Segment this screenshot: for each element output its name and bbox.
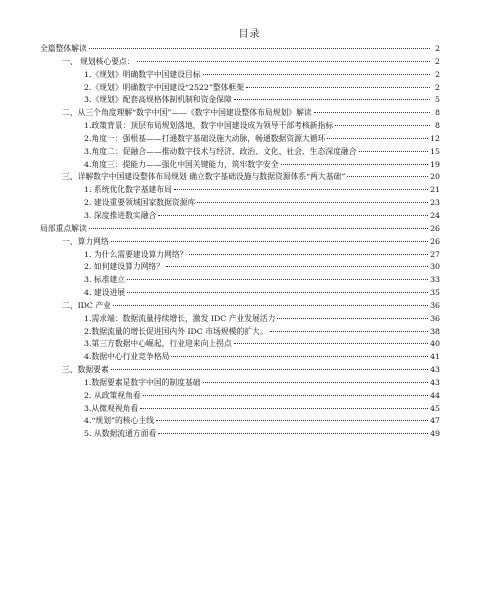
dot-leader	[111, 241, 428, 242]
toc-entry-page-number: 40	[430, 339, 440, 349]
toc-entry-title: 2.角度一：强根基——打通数字基础设施大动脉，畅通数据资源大循环	[84, 133, 326, 143]
toc-entry[interactable]	[40, 351, 440, 364]
toc-entry-page-number: 36	[430, 313, 440, 323]
toc-entry-title: 二、从三个角度理解“数字中国”——《数字中国建设整体布局规划》解读	[62, 108, 312, 118]
toc-entry-title: 2. 建设重要领域国家数据资源库	[84, 198, 196, 208]
toc-entry-title: 2. 从政策视角看	[84, 390, 141, 400]
toc-entry-title: 全篇整体解读	[40, 44, 87, 53]
toc-entry-page-number: 43	[430, 365, 440, 375]
toc-entry[interactable]	[40, 364, 440, 377]
toc-entry[interactable]	[40, 428, 440, 441]
toc-entry[interactable]	[40, 171, 440, 184]
dot-leader	[127, 279, 428, 280]
dot-leader	[327, 138, 428, 139]
toc-entry[interactable]	[40, 197, 440, 210]
dot-leader	[203, 74, 430, 75]
toc-entry-page-number: 23	[430, 198, 440, 208]
toc-entry-title: 3.从微观视角看	[84, 403, 139, 413]
toc-entry-title: 2.数据流量的增长促进国内外 IDC 市场规模的扩大。	[84, 326, 268, 336]
toc-entry-page-number: 44	[430, 390, 440, 400]
toc-entry-page-number: 19	[430, 159, 440, 169]
dot-leader	[137, 61, 430, 62]
toc-entry-page-number: 26	[430, 236, 440, 246]
dot-leader	[281, 164, 429, 165]
toc-entry-page-number: 47	[430, 416, 440, 426]
toc-entry[interactable]	[40, 274, 440, 287]
toc-entry[interactable]	[40, 159, 440, 172]
toc-entry-page-number: 8	[435, 121, 440, 131]
dot-leader	[314, 112, 430, 113]
toc-entry-page-number: 33	[430, 275, 440, 285]
dot-leader	[89, 228, 428, 229]
toc-entry-page-number: 41	[430, 352, 440, 362]
toc-entry[interactable]	[40, 390, 440, 403]
toc-entry[interactable]	[40, 107, 440, 120]
dot-leader	[234, 99, 430, 100]
toc-entry[interactable]	[40, 300, 440, 313]
toc-entry-page-number: 2	[435, 82, 440, 92]
toc-entry[interactable]	[40, 338, 440, 351]
toc-entry[interactable]	[40, 403, 440, 416]
toc-entry-title: 5. 从数据流通方面看	[84, 429, 157, 439]
toc-entry-title: 1.需求端：数据流量持续增长，激发 IDC 产业发展活力	[84, 313, 276, 323]
toc-entry-page-number: 5	[435, 95, 440, 105]
toc-entry-page-number: 15	[430, 146, 440, 156]
toc-entry-page-number: 21	[430, 185, 440, 195]
toc-entry[interactable]	[40, 94, 440, 107]
toc-entry[interactable]	[40, 377, 440, 390]
toc-entry-title: 1. 为什么需要建设算力网络？	[84, 249, 188, 259]
toc-entry-title: 4.数据中心行业竞争格局	[84, 352, 170, 362]
toc-entry-title: 4.“规划”的核心主线	[84, 416, 154, 426]
dot-leader	[158, 433, 428, 434]
dot-leader	[270, 331, 428, 332]
toc-entry-title: 三、数据要素	[62, 365, 109, 375]
toc-entry-page-number: 24	[430, 210, 440, 220]
toc-entry[interactable]	[40, 261, 440, 274]
toc-entry-title: 2.《规划》明确数字中国建设“2522”整体框架	[84, 82, 245, 92]
toc-entry-page-number: 8	[435, 108, 440, 118]
toc-entry[interactable]	[40, 133, 440, 146]
toc-entry[interactable]	[40, 236, 440, 249]
toc-entry-page-number: 27	[430, 249, 440, 259]
dot-leader	[246, 87, 430, 88]
toc-entry-title: 1.数据要素是数字中国的制度基础	[84, 377, 201, 387]
toc-entry-title: 1.《规划》明确数字中国建设目标	[84, 69, 201, 79]
toc-entry[interactable]	[40, 223, 440, 236]
toc-entry[interactable]	[40, 43, 440, 56]
toc-entry[interactable]	[40, 287, 440, 300]
toc-entry-title: 3. 标准建立	[84, 275, 126, 285]
toc-entry[interactable]	[40, 56, 440, 69]
dot-leader	[277, 318, 428, 319]
toc-entry[interactable]	[40, 210, 440, 223]
toc-entry[interactable]	[40, 120, 440, 133]
toc-entry-title: 一、 规划核心要点：	[62, 56, 135, 66]
dot-leader	[203, 382, 428, 383]
toc-entry-title: 3.第三方数据中心崛起，行业迎来向上拐点	[84, 339, 232, 349]
dot-leader	[335, 125, 430, 126]
page-title: 目录	[238, 29, 261, 40]
toc-entry-page-number: 49	[430, 429, 440, 439]
dot-leader	[234, 343, 428, 344]
toc-entry[interactable]	[40, 313, 440, 326]
dot-leader	[156, 420, 428, 421]
dot-leader	[89, 48, 430, 49]
toc-entry-page-number: 38	[430, 326, 440, 336]
toc-entry-title: 3.《规划》配套高规格体制机制和资金保障	[84, 95, 232, 105]
toc-entry[interactable]	[40, 249, 440, 262]
dot-leader	[158, 215, 428, 216]
toc-entry-page-number: 45	[430, 403, 440, 413]
toc-entry[interactable]	[40, 326, 440, 339]
dot-leader	[197, 202, 428, 203]
toc-entry-page-number: 35	[430, 288, 440, 298]
toc-entry-title: 1.政策背景：顶层布局规划落地，数字中国建设成为领导干部考核新指标	[84, 121, 334, 131]
toc-entry-page-number: 2	[435, 69, 440, 79]
toc-entry-title: 3. 深度推进数实融合	[84, 210, 157, 220]
dot-leader	[171, 356, 428, 357]
dot-leader	[166, 266, 428, 267]
toc-entry[interactable]	[40, 415, 440, 428]
toc-entry-title: 2. 如何建设算力网络？	[84, 262, 165, 272]
toc-entry[interactable]	[40, 146, 440, 159]
toc-entry-title: 4.角度三：提能力——强化中国关键能力，筑牢数字安全	[84, 159, 279, 169]
toc-entry-page-number: 43	[430, 377, 440, 387]
dot-leader	[189, 254, 428, 255]
toc-entry-page-number: 30	[430, 262, 440, 272]
dot-leader	[174, 189, 428, 190]
dot-leader	[113, 305, 428, 306]
dot-leader	[143, 395, 428, 396]
toc-entry-title: 一、算力网络	[62, 236, 109, 246]
toc-entry-title: 局部重点解读	[40, 223, 87, 233]
dot-leader	[140, 408, 428, 409]
toc-entry-title: 三、详解数字中国建设整体布局规划 确立数字基础设施与数据资源体系“两大基础”	[62, 172, 346, 182]
toc-entry-page-number: 20	[430, 172, 440, 182]
toc-entry[interactable]	[40, 82, 440, 95]
dot-leader	[111, 369, 428, 370]
table-of-contents	[40, 43, 440, 441]
dot-leader	[359, 151, 429, 152]
toc-entry-page-number: 36	[430, 300, 440, 310]
dot-leader	[127, 292, 428, 293]
toc-entry-title: 二、IDC 产业	[62, 300, 111, 310]
toc-entry[interactable]	[40, 69, 440, 82]
dot-leader	[347, 176, 428, 177]
toc-entry-title: 3.角度二：促融合——推动数字技术与经济、政治、文化、社会、生态深度融合	[84, 146, 357, 156]
toc-entry-page-number: 26	[430, 223, 440, 233]
toc-entry-page-number: 12	[430, 133, 440, 143]
toc-entry[interactable]	[40, 184, 440, 197]
toc-entry-title: 4. 建设进展	[84, 288, 126, 298]
toc-entry-page-number: 2	[435, 44, 440, 53]
toc-entry-title: 1. 系统优化数字基建布局	[84, 185, 172, 195]
toc-entry-page-number: 2	[435, 56, 440, 66]
